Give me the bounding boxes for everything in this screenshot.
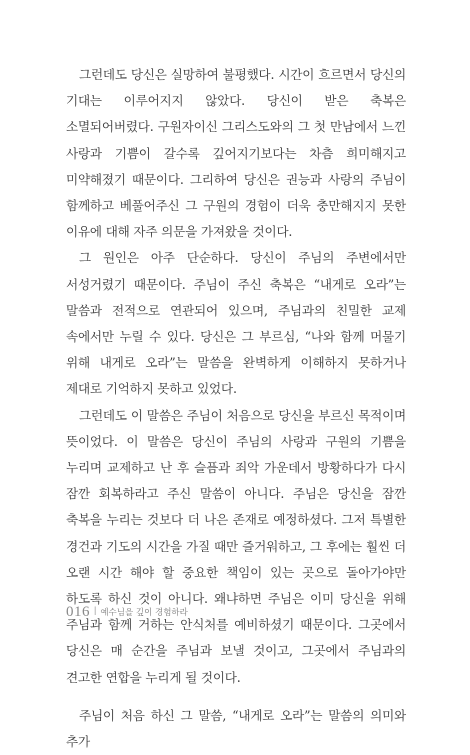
paragraph-2: 그 원인은 아주 단순하다. 당신이 주님의 주변에서만 서성거렸기 때문이다. 주님이 주신 축복은 “내게로 오라”는 말씀과 전적으로 연관되어 있으며, 주님과의 친밀한 교제 속에서만 누릴 수 있다. 당신은 그 부르심, “나와 함께 머물기 위해 내게로 오라”는 말씀을 완벽하게 이해하지 못하거나 제대로 기억하지 못하고 있었다. [66, 250, 406, 397]
paragraph-4: 주님이 처음 하신 그 말씀, “내게로 오라”는 말씀의 의미와 추가 [66, 707, 406, 750]
running-title: 예수님을 깊이 경험하라 [100, 608, 188, 618]
paragraph-3: 그런데도 이 말씀은 주님이 처음으로 당신을 부르신 목적이며 뜻이었다. 이 말씀은 당신이 주님의 사랑과 구원의 기쁨을 누리며 교제하고 난 후 슬픔과 죄악 가운데서 방황하다가 다시 잠깐 회복하라고 주신 말씀이 아니다. 주님은 당신을 잠깐 축복을 누리는 것보다 더 나은 존재로 예정하셨다. 그저 특별한 경건과 기도의 시간을 가질 때만 즐거워하고, 그 후에는 훨씬 더 오랜 시간 해야 할 중요한 책임이 있는 곳으로 돌아가야만 하도록 하신 것이 아니다. 왜냐하면 주님은 이미 당신을 위해 주님과 함께 거하는 안식처를 예비하셨기 때문이다. 그곳에서 당신은 매 순간을 주님과 보낼 것이고, 그곳에서 주님과의 견고한 연합을 누리게 될 것이다. [66, 407, 406, 685]
paragraph-1: 그런데도 당신은 실망하여 불평했다. 시간이 흐르면서 당신의 기대는 이루어지지 않았다. 당신이 받은 축복은 소멸되어버렸다. 구원자이신 그리스도와의 그 첫 만남에서 느낀 사랑과 기쁨이 갈수록 깊어지기보다는 차츰 희미해지고 미약해졌기 때문이다. 그리하여 당신은 권능과 사랑의 주님이 함께하고 베풀어주신 그 구원의 경험이 더욱 충만해지지 못한 이유에 대해 자주 의문을 가져왔을 것이다. [66, 67, 406, 240]
page-number: 016 [66, 604, 90, 620]
body-text [66, 62, 406, 755]
page-footer [66, 604, 188, 621]
footer-separator: | [94, 605, 97, 615]
